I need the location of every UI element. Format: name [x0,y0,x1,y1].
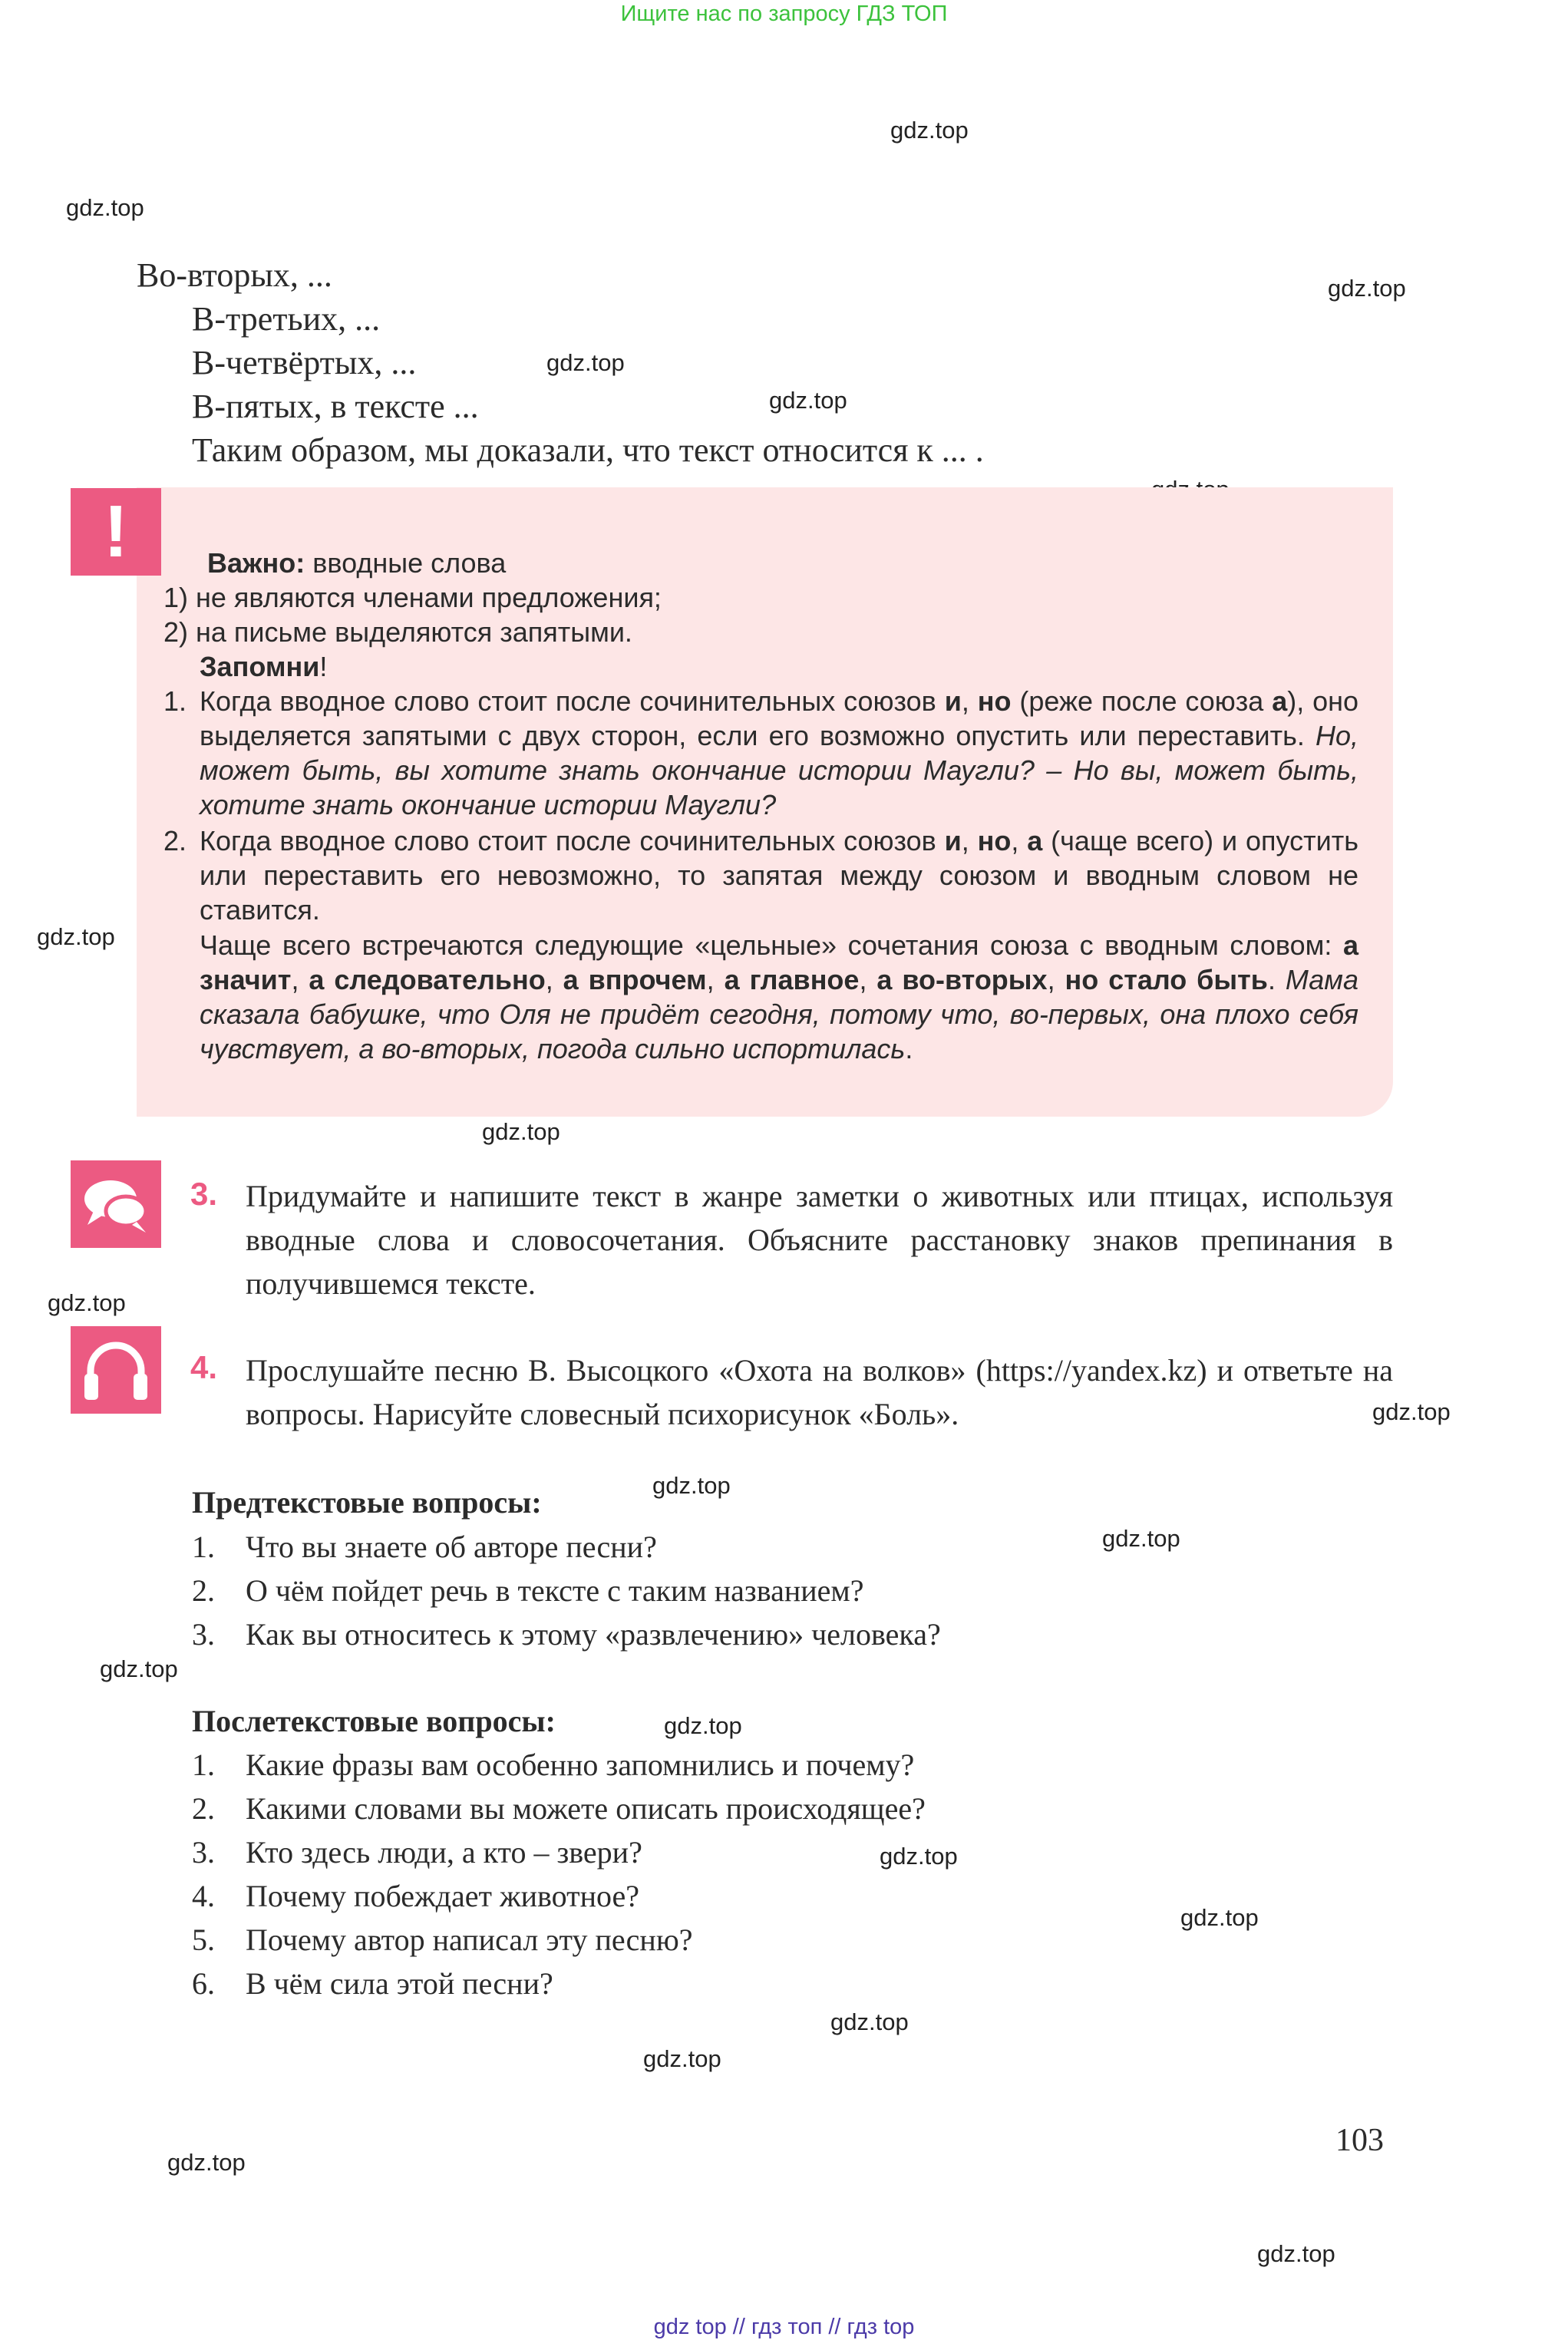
intro-line: Таким образом, мы доказали, что текст относится к ... . [192,431,984,469]
exclamation-icon: ! [71,488,161,576]
watermark: gdz.top [1102,1525,1180,1552]
watermark: gdz.top [48,1289,126,1316]
list-item: 6. В чём сила этой песни? [192,1966,553,2001]
pre-questions-heading: Предтекстовые вопросы: [192,1485,542,1520]
task-number: 4. [190,1349,218,1385]
watermark: gdz.top [890,117,969,144]
post-questions-heading: Послетекстовые вопросы: [192,1704,556,1738]
watermark: gdz.top [37,923,115,950]
task-4-text[interactable]: Прослушайте песню В. Высоцкого «Охота на волков» (https://yandex.kz) и ответьте на вопросы. Нарисуйте словесный психорисунок «Боль». [246,1353,1393,1431]
footer-links[interactable]: gdz top // гдз топ // гдз top [653,2315,915,2339]
note-item-1: Когда вводное слово стоит после сочинительных союзов и, но (реже после союза а), оно выделяется запятыми с двух сторон, если его возможно опустить или переставить. Но, может быть, вы хотите знать окончание истории Маугли? – Но вы, может быть, хотите знать окончание истории Маугли? [200,685,1359,820]
list-item: 2. Какими словами вы можете описать происходящее? [192,1791,926,1826]
note-combos: Чаще всего встречаются следующие «цельные» сочетания союза с вводным словом: а значит, а следовательно, а впрочем, а главное, а во-вторых, но стало быть. Мама сказала бабушке, что Оля не придёт сегодня, потому что, во-первых, она плохо себя чувствует, а во-вторых, погода сильно испортилась. [200,929,1359,1064]
list-item: 4. Почему побеждает животное? [192,1879,640,1913]
watermark: gdz.top [66,194,144,221]
watermark: gdz.top [664,1712,742,1739]
note-important-line: Важно: вводные слова [207,547,507,579]
note-rule: 1) не являются членами предложения; [163,582,662,613]
intro-line: Во-вторых, ... [137,256,332,294]
list-item: 3. Как вы относитесь к этому «развлечению» человека? [192,1617,941,1652]
note-item-2: Когда вводное слово стоит после сочинительных союзов и, но, а (чаще всего) и опустить или переставить его невозможно, то запятая между союзом и вводным словом не ставится. [200,825,1358,926]
task-number: 3. [190,1176,218,1212]
watermark: gdz.top [643,2045,721,2072]
list-item: 1. Что вы знаете об авторе песни? [192,1530,657,1564]
task-3-text: Придумайте и напишите текст в жанре заметки о животных или птицах, используя вводные слова и словосочетания. Объясните расстановку знаков препинания в получившемся тексте. [246,1179,1393,1301]
intro-line: В-четвёртых, ... [192,344,417,381]
watermark: gdz.top [652,1472,731,1499]
intro-line: В-пятых, в тексте ... [192,388,479,425]
list-item: 5. Почему автор написал эту песню? [192,1922,693,1957]
page-number: 103 [1335,2123,1384,2158]
watermark: gdz.top [830,2008,909,2035]
watermark: gdz.top [1372,1398,1451,1425]
headphones-icon [71,1326,161,1414]
note-rule: 2) на письме выделяются запятыми. [163,616,632,648]
watermark: gdz.top [1180,1904,1259,1931]
note-remember: Запомни! [200,651,328,682]
list-item: 1. Какие фразы вам особенно запомнились и почему? [192,1748,915,1782]
watermark: gdz.top [1328,275,1406,302]
watermark: gdz.top [1257,2240,1335,2267]
watermark: gdz.top [167,2149,246,2176]
watermark: gdz.top [880,1843,958,1870]
list-item: 3. Кто здесь люди, а кто – звери? [192,1835,642,1870]
intro-line: В-третьих, ... [192,300,381,338]
speech-bubbles-icon [71,1160,161,1248]
watermark: gdz.top [482,1118,560,1145]
watermark: gdz.top [769,387,847,414]
list-item: 2. О чём пойдет речь в тексте с таким названием? [192,1573,864,1608]
watermark: gdz.top [100,1655,178,1682]
note-item-number: 2. [163,825,187,856]
top-search-banner[interactable]: Ищите нас по запросу ГДЗ ТОП [620,2,948,26]
watermark: gdz.top [546,349,625,376]
note-item-number: 1. [163,685,187,717]
